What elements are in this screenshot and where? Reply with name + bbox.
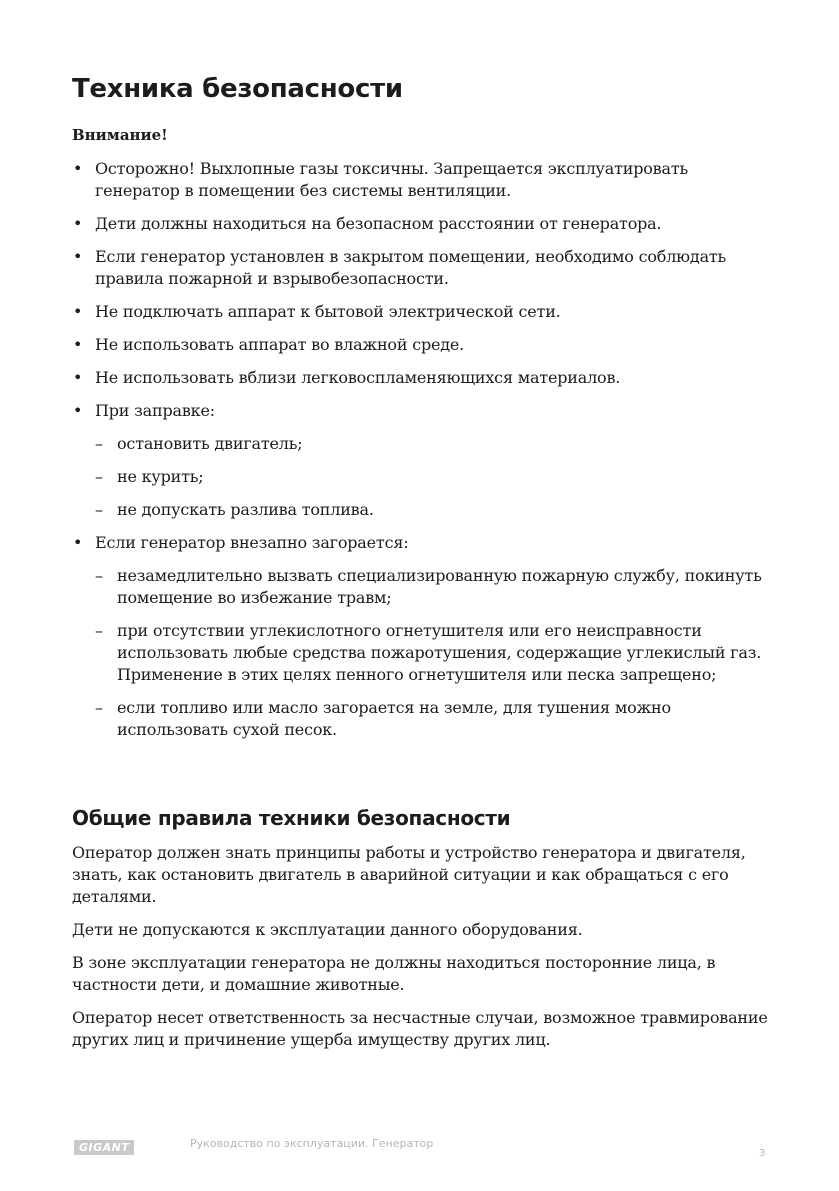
brand-logo: GIGANT: [74, 1140, 134, 1155]
section-body: [72, 842, 772, 1062]
sub-list-item: – не допускать разлива топлива.: [95, 500, 374, 519]
list-item: • Не подключать аппарат к бытовой электрической сети.: [73, 302, 561, 321]
page-title: Техника безопасности: [72, 74, 403, 104]
list-item: • Дети должны находиться на безопасном расстоянии от генератора.: [73, 214, 662, 233]
sub-list-item: – если топливо или масло загорается на земле, для тушения можно использовать сухой песок.: [95, 698, 671, 739]
sub-list-item: – при отсутствии углекислотного огнетушителя или его неисправности использовать любые средства пожаротушения, содержащие углекислый газ. Применение в этих целях пенного огнетушителя или песка запрещено;: [95, 621, 762, 684]
safety-list: [72, 158, 772, 752]
refuel-sublist: [95, 433, 772, 521]
sub-list-item: – остановить двигатель;: [95, 434, 303, 453]
list-item: • Если генератор установлен в закрытом помещении, необходимо соблюдать правила пожарной и взрывобезопасности.: [73, 247, 727, 288]
footer-text: Руководство по эксплуатации. Генератор: [190, 1137, 434, 1150]
list-item: • Осторожно! Выхлопные газы токсичны. Запрещается эксплуатировать генератор в помещении без системы вентиляции.: [73, 159, 688, 200]
paragraph: В зоне эксплуатации генератора не должны находиться посторонние лица, в частности дети, и домашние животные.: [72, 953, 716, 994]
list-item: • Не использовать аппарат во влажной среде.: [73, 335, 465, 354]
section-title: Общие правила техники безопасности: [72, 806, 511, 830]
fire-sublist: [95, 565, 772, 741]
paragraph: Оператор должен знать принципы работы и устройство генератора и двигателя, знать, как остановить двигатель в аварийной ситуации и как обращаться с его деталями.: [72, 843, 746, 906]
list-item: • При заправке: – остановить двигатель; – не курить; – не допускать разлива топлива.: [72, 400, 772, 521]
warning-label: Внимание!: [72, 126, 168, 144]
sub-list-item: – незамедлительно вызвать специализированную пожарную службу, покинуть помещение во избежание травм;: [95, 566, 762, 607]
paragraph: Оператор несет ответственность за несчастные случаи, возможное травмирование других лиц и причинение ущерба имуществу других лиц.: [72, 1008, 768, 1049]
list-item: • Если генератор внезапно загорается: – незамедлительно вызвать специализированную пожарную службу, покинуть помещение во избежание травм; – при отсутствии углекислотного огнетушителя или его неисправности использовать любые средства пожаротушения, содержащие углекислый газ. Применение в этих целях пенного огнетушителя или песка запрещено; – если топливо или масло загорается на земле, для тушения можно использовать сухой песок.: [72, 532, 772, 741]
list-item: • Не использовать вблизи легковоспламеняющихся материалов.: [73, 368, 621, 387]
sub-list-item: – не курить;: [95, 467, 204, 486]
paragraph: Дети не допускаются к эксплуатации данного оборудования.: [72, 920, 583, 939]
page-number: 3: [759, 1148, 766, 1159]
